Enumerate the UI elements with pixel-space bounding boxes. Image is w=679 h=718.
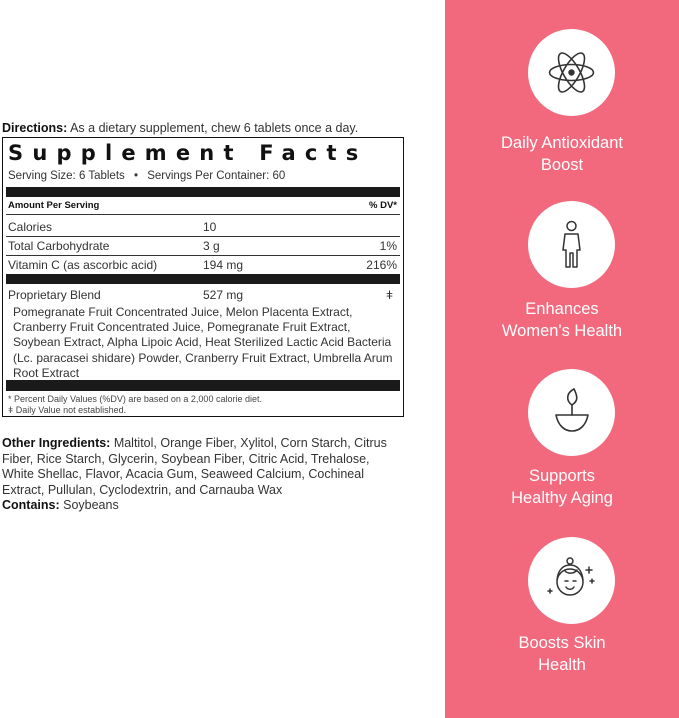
benefit-label (445, 298, 679, 342)
thick-rule (6, 187, 400, 197)
serving-size: Serving Size: 6 Tablets (8, 170, 125, 182)
contains-list: Soybeans (59, 498, 119, 513)
rule (6, 255, 400, 256)
supplement-facts-panel (2, 137, 404, 417)
benefit-circle (528, 537, 615, 624)
nutrient-name: Total Carbohydrate (8, 239, 110, 253)
other-ingredients-list: Maltitol, Orange Fiber, Xylitol, Corn Starch, Citrus Fiber, Rice Starch, Glycerin, Soybean Fiber, Citric Acid, Trehalose, White Shellac, Flavor, Acacia Gum, Seaweed Calcium, Cochineal Extract, Pullulan, Cyclodextrin, and Carnauba Wax (2, 436, 387, 497)
footnote-not-established: ǂ Daily Value not established. (8, 405, 127, 415)
benefit-label-line: Boosts Skin (518, 634, 606, 652)
blend-row (8, 287, 397, 303)
rule (6, 236, 400, 237)
serving-info (8, 170, 285, 182)
amount-per-serving-label: Amount Per Serving (8, 200, 100, 211)
nutrient-dv: 1% (379, 239, 397, 253)
dv-header: % DV* (369, 200, 397, 211)
blend-ingredients: Pomegranate Fruit Concentrated Juice, Melon Placenta Extract, Cranberry Fruit Concentrated Juice, Pomegranate Fruit Extract, Soybean Extract, Alpha Lipoic Acid, Heat Sterilized Lactic Acid Bacteria (Lc. paracasei shidare) Powder, Cranberry Fruit Extract, Umbrella Arum Root Extract (13, 305, 393, 380)
nutrient-row (8, 219, 397, 235)
woman-figure-icon (528, 201, 615, 288)
benefit-label-line: Health (538, 656, 586, 674)
benefit-circle (528, 29, 615, 116)
thick-rule (6, 274, 400, 284)
contains-label: Contains: (2, 498, 60, 513)
nutrient-amount: 3 g (203, 239, 220, 253)
thick-rule (6, 380, 400, 391)
benefit-label-line: Boost (540, 156, 584, 174)
glowing-face-icon (528, 537, 615, 624)
footnote-dv: * Percent Daily Values (%DV) are based on a 2,000 calorie diet. (8, 394, 262, 404)
benefit-label-line: Daily Antioxidant (501, 134, 623, 152)
other-ingredients (2, 436, 402, 514)
nutrient-amount: 194 mg (203, 258, 244, 272)
blend-dv: ǂ (385, 288, 393, 302)
nutrient-name: Calories (8, 220, 53, 234)
blend-amount: 527 mg (203, 288, 244, 302)
supplement-facts-title: Supplement Facts (8, 141, 368, 165)
nutrient-name: Vitamin C (as ascorbic acid) (8, 258, 158, 272)
directions-text: As a dietary supplement, chew 6 tablets once a day. (67, 121, 359, 135)
other-ingredients-text (2, 436, 402, 498)
nutrient-row (8, 238, 397, 254)
benefit-label-line: Women's Health (501, 322, 623, 340)
benefit-label-line: Enhances (525, 300, 599, 318)
sprout-icon (528, 369, 615, 456)
blend-name: Proprietary Blend (8, 288, 101, 302)
benefit-label-line: Supports (528, 467, 596, 485)
benefit-label (445, 132, 679, 176)
nutrient-row (8, 257, 397, 273)
amount-header (8, 200, 397, 211)
directions (2, 121, 358, 135)
servings-per-container: Servings Per Container: 60 (147, 170, 286, 182)
rule (6, 214, 400, 215)
benefit-label-line: Healthy Aging (511, 489, 613, 507)
serving-separator: • (133, 170, 139, 182)
benefit-label (445, 465, 679, 509)
nutrient-dv: 216% (366, 258, 397, 272)
benefit-circle (528, 201, 615, 288)
benefit-label (445, 632, 679, 676)
atom-icon (528, 29, 615, 116)
other-ingredients-label: Other Ingredients: (2, 436, 111, 450)
benefit-circle (528, 369, 615, 456)
nutrient-amount: 10 (203, 220, 217, 234)
directions-label: Directions: (2, 121, 68, 135)
contains-text (2, 498, 402, 514)
